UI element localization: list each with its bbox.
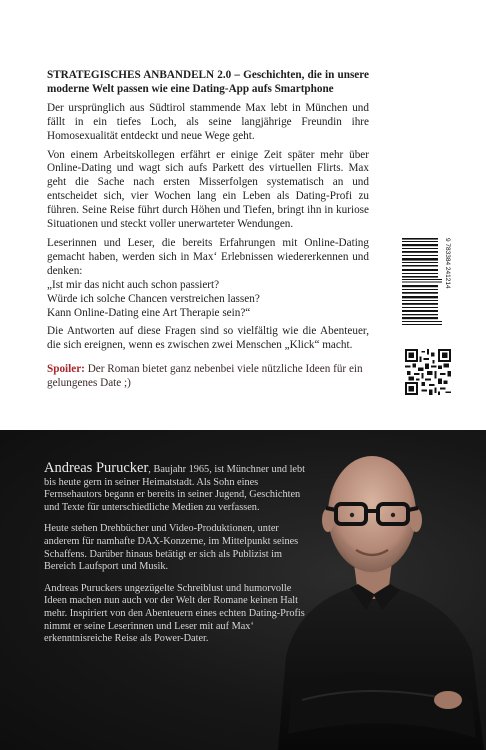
blurb-paragraph-2: Von einem Arbeitskollegen erfährt er einige Zeit später mehr über Online-Dating und wagt sich aufs Parkett des virtuellen Flirts. Max geht die Sache nach ersten Misserfolgen systematisch an und entscheidet sich, vier Wochen lang ein Leben als Dating-Profi zu führen. Seine Reise führt durch Höhen und Tiefen, bringt ihn in kuriose Situationen und steckt voller unerwarteter Wendungen. [47, 148, 369, 231]
question-3: Kann Online-Dating eine Art Therapie sein?“ [47, 306, 251, 319]
author-bio-1: , Baujahr 1965, ist Münchner und lebt bis heute gern in seiner Heimatstadt. Als Sohn eines Fernsehautors begann er bereits in seiner Jugend, Geschichten und Texte für unterschiedliche Medien zu verfassen. [44, 464, 306, 513]
headline: STRATEGISCHES ANBANDELN 2.0 – Geschichten, die in unsere moderne Welt passen wie eine Dating-App aufs Smartphone [47, 69, 369, 95]
spoiler-text: Der Roman bietet ganz nebenbei viele nützliche Ideen für ein gelungenes Date ;) [47, 363, 363, 390]
question-2: Würde ich solche Chancen verstreichen lassen? [47, 292, 260, 305]
author-section [0, 430, 486, 750]
blurb-paragraph-1: Der ursprünglich aus Südtirol stammende Max lebt in München und fällt in ein tiefes Loch, als seine langjährige Freundin ihre Homosexualität entdeckt und neue Wege geht. [47, 101, 369, 142]
author-bio-intro [44, 462, 310, 514]
questions-block [47, 279, 369, 321]
spoiler-note [47, 363, 369, 391]
question-1: „Ist mir das nicht auch schon passiert? [47, 278, 220, 291]
qr-code [405, 349, 451, 395]
isbn-barcode [400, 236, 450, 328]
author-bio-2: Heute stehen Drehbücher und Video-Produktionen, unter anderem für namhafte DAX-Konzerne, im Mittelpunkt seines Schaffens. Darüber hinaus betätigt er sich als Publizist im Bereich Laufsport und Musik. [44, 523, 299, 573]
blurb-paragraph-3: Leserinnen und Leser, die bereits Erfahrungen mit Online-Dating gemacht haben, werden sich in Max‘ Erlebnissen wiedererkennen und denken: [47, 236, 369, 277]
spoiler-label: Spoiler: [47, 363, 85, 376]
blurb-column [47, 69, 369, 396]
isbn-digits: 9 783384 241214 [444, 238, 451, 289]
author-bio-3: Andreas Puruckers ungezügelte Schreiblust und humorvolle Ideen machen nun auch vor der Welt der Romane keinen Halt mehr. Inspiriert von den Abenteuern eines echten Dating-Profis nimmt er seine Leserinnen und Leser mit auf Max‘ erkenntnisreiche Reise als Power-Dater. [44, 582, 305, 645]
author-bio [44, 462, 310, 655]
closing-paragraph: Die Antworten auf diese Fragen sind so vielfältig wie die Abenteuer, die sich ereignen, wenn es zwischen zwei Menschen „Klick“ macht. [47, 325, 369, 352]
author-name: Andreas Purucker [44, 460, 149, 476]
